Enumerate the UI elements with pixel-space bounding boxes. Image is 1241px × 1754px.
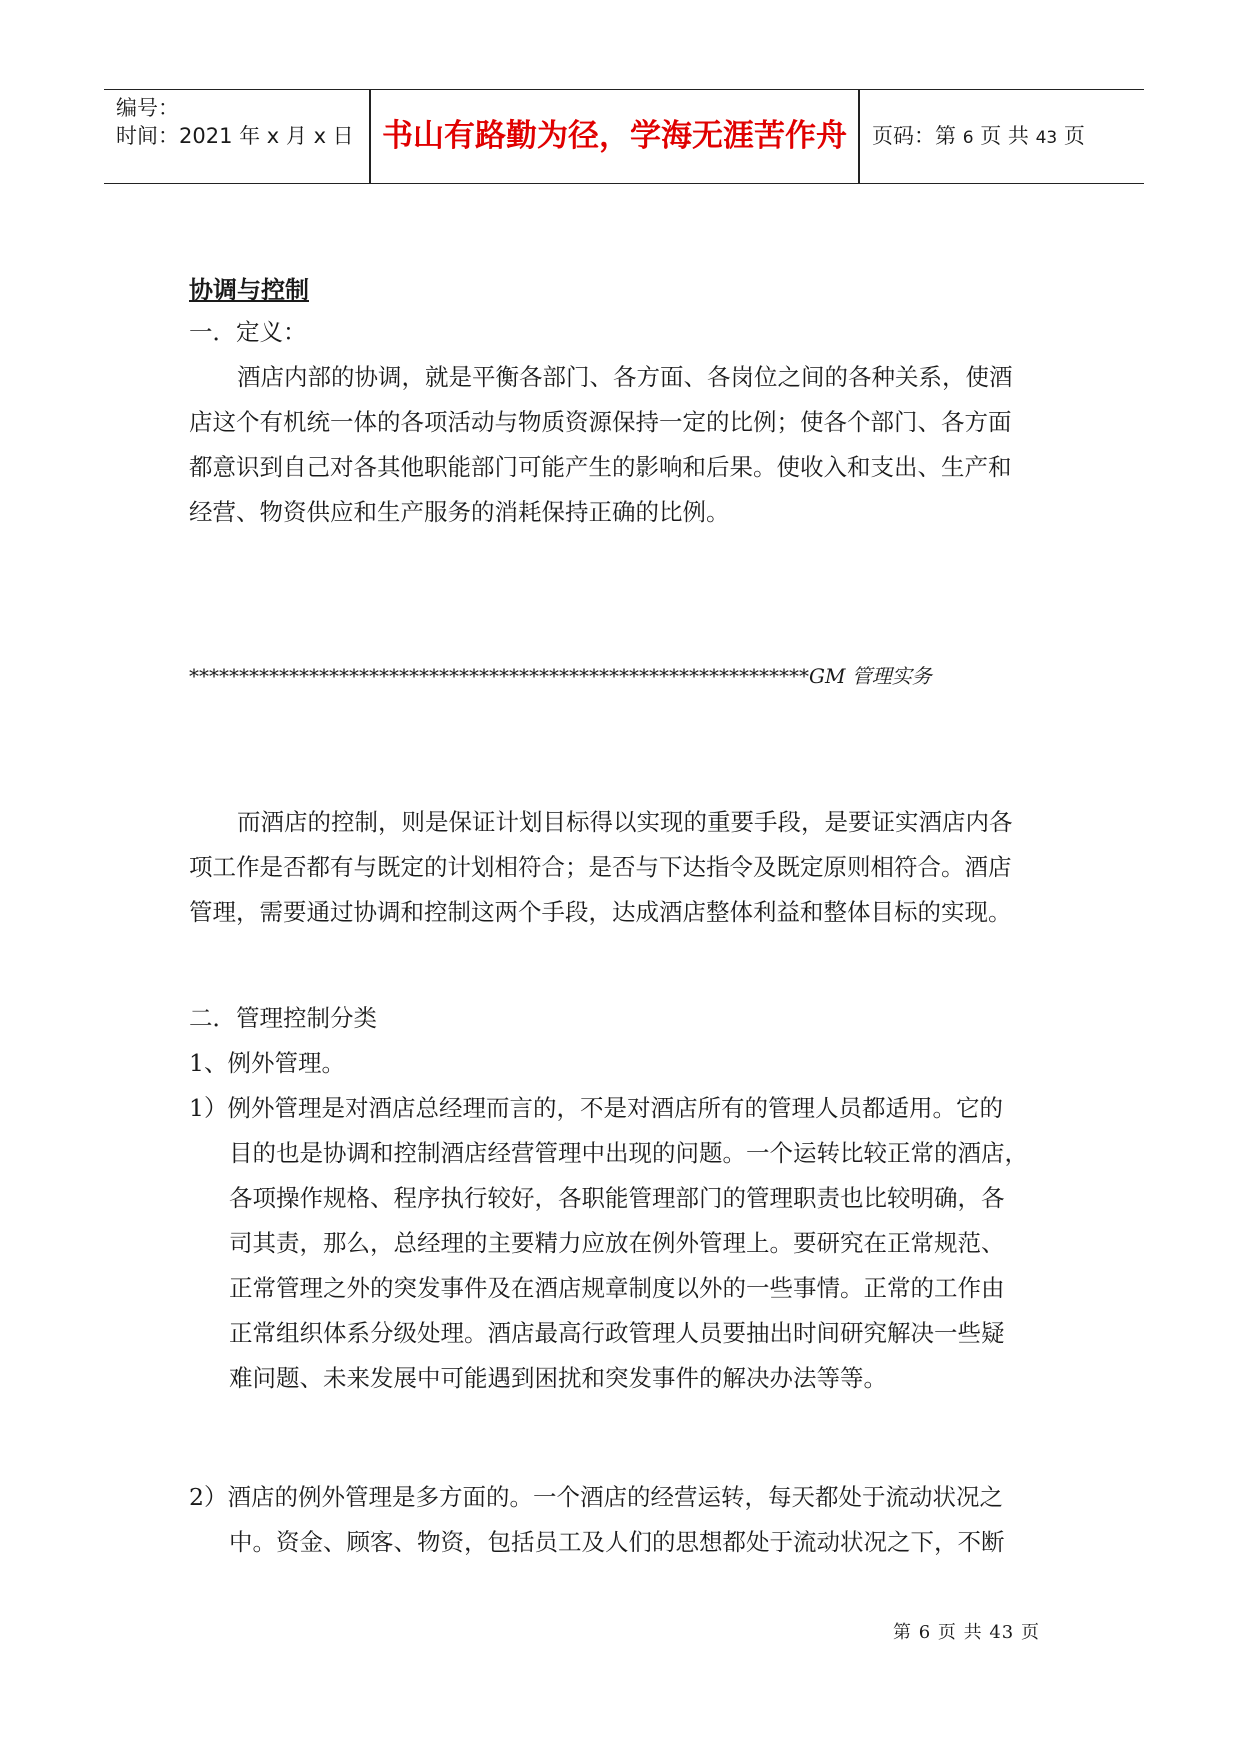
section-item-2 [189, 1475, 1059, 1565]
paragraph-line: 中。资金、顾客、物资，包括员工及人们的思想都处于流动状况之下，不断 [229, 1528, 1005, 1556]
page-footer: 第 6 页 共 43 页 [893, 1622, 1040, 1643]
header-page-info [872, 120, 1085, 154]
page-mid: 页 共 [980, 124, 1029, 148]
number-label: 编号： [116, 96, 179, 120]
paragraph-line: 目的也是协调和控制酒店经营管理中出现的问题。一个运转比较正常的酒店， [229, 1139, 1028, 1167]
paragraph-line: 经营、物资供应和生产服务的消耗保持正确的比例。 [189, 498, 730, 526]
list-item [189, 1475, 1059, 1520]
paragraph-line: 店这个有机统一体的各项活动与物质资源保持一定的比例；使各个部门、各方面 [189, 408, 1012, 436]
paragraph-line: 管理，需要通过协调和控制这两个手段，达成酒店整体利益和整体目标的实现。 [189, 898, 1012, 926]
paragraph-line: 各项操作规格、程序执行较好，各职能管理部门的管理职责也比较明确，各 [229, 1184, 1005, 1212]
paragraph-line: 例外管理是对酒店总经理而言的，不是对酒店所有的管理人员都适用。它的 [227, 1094, 1003, 1122]
star-divider [189, 660, 932, 689]
header-motto: 书山有路勤为径，学海无涯苦作舟 [382, 118, 847, 154]
section-heading: 一．定义： [189, 318, 307, 346]
page-total: 43 [1035, 128, 1058, 148]
paragraph-line: 酒店内部的协调，就是平衡各部门、各方面、各岗位之间的各种关系，使酒 [237, 363, 1013, 391]
list-item [189, 1086, 1059, 1131]
section-heading: 二．管理控制分类 [189, 1004, 377, 1032]
paragraph-line: 正常管理之外的突发事件及在酒店规章制度以外的一些事情。正常的工作由 [229, 1274, 1005, 1302]
paragraph-line: 司其责，那么，总经理的主要精力应放在例外管理上。要研究在正常规范、 [229, 1229, 1005, 1257]
section-classification [189, 996, 1059, 1401]
divider-label: GM 管理实务 [809, 664, 932, 688]
document-title: 协调与控制 [189, 276, 309, 304]
section-control [189, 800, 1059, 935]
section-definition [189, 310, 1059, 535]
time-label: 时间：2021 年 x 月 x 日 [116, 124, 354, 148]
paragraph-line: 都意识到自己对各其他职能部门可能产生的影响和后果。使收入和支出、生产和 [189, 453, 1012, 481]
page-number: 6 [962, 128, 974, 148]
page-suffix: 页 [1063, 124, 1085, 148]
divider-stars: ************************************************************** [189, 664, 809, 688]
header-divider [858, 90, 860, 183]
page-prefix: 页码：第 [872, 124, 956, 148]
list-marker: 2） [189, 1483, 228, 1511]
paragraph-line: 正常组织体系分级处理。酒店最高行政管理人员要抽出时间研究解决一些疑 [229, 1319, 1005, 1347]
subsection-heading: 1、例外管理。 [189, 1049, 345, 1077]
paragraph-line: 而酒店的控制，则是保证计划目标得以实现的重要手段，是要证实酒店内各 [237, 808, 1013, 836]
list-marker: 1） [189, 1094, 228, 1122]
paragraph-line: 难问题、未来发展中可能遇到困扰和突发事件的解决办法等等。 [229, 1364, 887, 1392]
header-meta [116, 94, 354, 150]
page-header [104, 89, 1144, 184]
paragraph-line: 项工作是否都有与既定的计划相符合；是否与下达指令及既定原则相符合。酒店 [189, 853, 1012, 881]
paragraph-line: 酒店的例外管理是多方面的。一个酒店的经营运转，每天都处于流动状况之 [227, 1483, 1003, 1511]
